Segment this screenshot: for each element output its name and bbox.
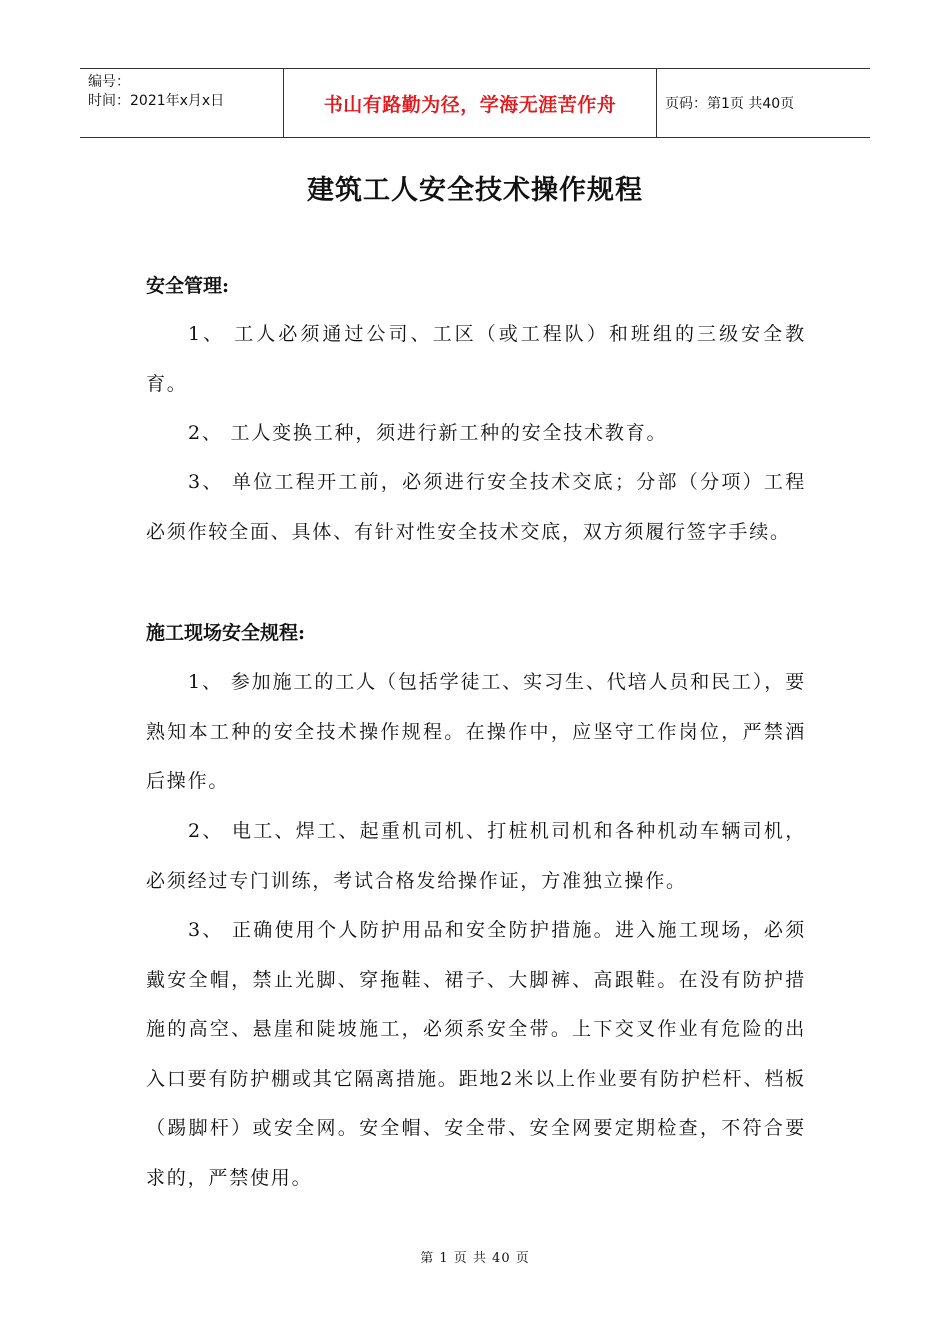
date-label: 时间：2021年x月x日 xyxy=(88,93,225,109)
document-title: 建筑工人安全技术操作规程 xyxy=(307,175,643,206)
motto-text: 书山有路勤为径，学海无涯苦作舟 xyxy=(323,93,617,116)
list-item: 1、 参加施工的工人（包括学徒工、实习生、代培人员和民工），要熟知本工种的安全技术操作规程。在操作中，应坚守工作岗位，严禁酒后操作。 xyxy=(146,671,806,792)
section-heading-site-safety: 施工现场安全规程: xyxy=(146,622,306,644)
list-item: 2、 工人变换工种，须进行新工种的安全技术教育。 xyxy=(188,422,668,444)
page-header xyxy=(80,68,870,138)
list-item: 3、 单位工程开工前，必须进行安全技术交底；分部（分项）工程必须作较全面、具体、有针对性安全技术交底，双方须履行签字手续。 xyxy=(146,471,806,543)
page-footer: 第 1 页 共 40 页 xyxy=(420,1251,530,1266)
section-heading-safety-management: 安全管理: xyxy=(146,275,230,297)
list-item: 3、 正确使用个人防护用品和安全防护措施。进入施工现场，必须戴安全帽，禁止光脚、穿拖鞋、裙子、大脚裤、高跟鞋。在没有防护措施的高空、悬崖和陡坡施工，必须系安全带。上下交叉作业有危险的出入口要有防护棚或其它隔离措施。距地2米以上作业要有防护栏杆、档板（踢脚杆）或安全网。安全帽、安全带、安全网要定期检查，不符合要求的，严禁使用。 xyxy=(146,919,806,1189)
serial-number-label: 编号： xyxy=(88,74,130,90)
list-item: 1、 工人必须通过公司、工区（或工程队）和班组的三级安全教育。 xyxy=(146,323,806,395)
header-motto-cell xyxy=(283,69,657,137)
header-meta xyxy=(80,69,283,137)
page-info-text: 页码：第1页 共40页 xyxy=(665,96,795,112)
list-item: 2、 电工、焊工、起重机司机、打桩机司机和各种机动车辆司机，必须经过专门训练，考试合格发给操作证，方准独立操作。 xyxy=(146,820,806,892)
header-page-info xyxy=(657,69,870,137)
